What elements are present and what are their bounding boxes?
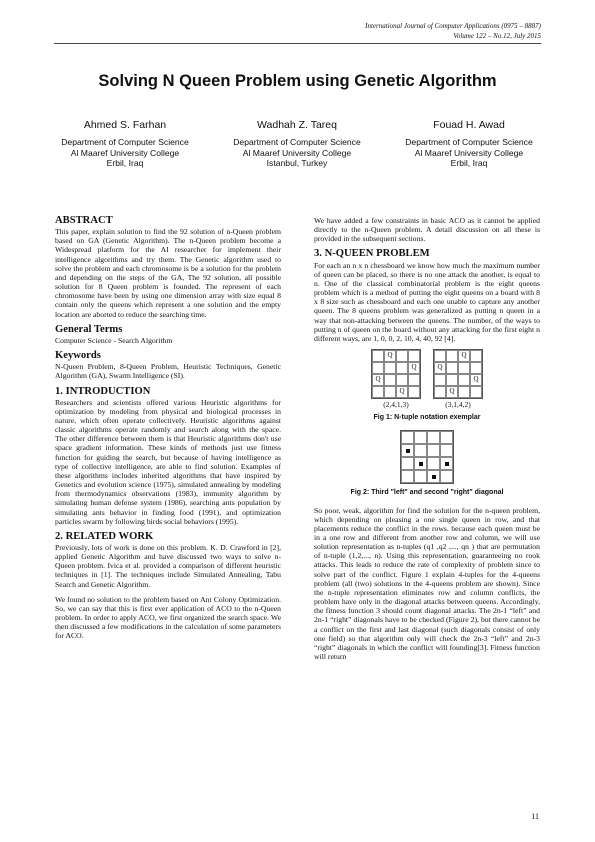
author-dept: Department of Computer Science <box>61 137 189 147</box>
diagonal-dot <box>406 449 410 453</box>
volume-info: Volume 122 – No.12, July 2015 <box>453 31 541 40</box>
nqueen-heading: 3. N-QUEEN PROBLEM <box>314 248 430 260</box>
author-name: Fouad H. Awad <box>433 119 505 131</box>
introduction-text: Researchers and scientists offered various Heuristic algorithms for optimization by modeling from physical and biological processes in nature, which often operate collectively. Heuristic algorithms against classic algorithms operate randomly and search along with the space. The other difference between them is that Heuristic algorithms don't use space gradient information. These kinds of methods just use fitness function for guiding the search, but because of having intelligence as type of collective intelligence, are able to find solution. Examples of these algorithms includes inherited algorithms that have inspired by Genetics and evolution science (1975), simulated annealing by modeling from thermodynamics observations (1983), immunity algorithm by simulating human defense system (1986), searching ants population by simulating ants behavior in finding food (1991), and optimization particles swarm by following birds social behaviors (1995). <box>55 397 281 526</box>
board-cell <box>470 386 482 398</box>
board-b-label: (3,1,4,2) <box>445 400 471 410</box>
board-cell <box>396 350 408 362</box>
left-column <box>55 216 281 647</box>
introduction-heading: 1. INTRODUCTION <box>55 385 151 397</box>
board-cell <box>401 431 414 444</box>
chessboard-b <box>433 349 483 399</box>
header-rule <box>54 43 541 44</box>
author-inst: Al Maaref University College <box>70 147 180 158</box>
board-cell <box>446 350 458 362</box>
board-cell <box>440 470 453 483</box>
author-loc: Erbil, Iraq <box>106 158 144 169</box>
aco-constraints-text: We have added a few constraints in basic ACO as it cannot be applied directly to the n-Queen problem. A detail discussion on all these is provided in the subsequent sections. <box>314 216 540 244</box>
board-cell <box>414 444 427 457</box>
author-inst: Al Maaref University College <box>414 147 524 158</box>
paper-title: Solving N Queen Problem using Genetic Algorithm <box>98 72 497 90</box>
board-b-wrap <box>433 349 483 409</box>
board-cell <box>440 431 453 444</box>
related-work-para-1: Previously, lots of work is done on this problem. K. D. Crawford in [2], applied Genetic Algorithm and have discussed two ways to solve n-Queen problem. Ivica et al. provided a comparison of different heuristic techniques in [1]. The techniques include Simulated Annealing, Tabu Search and Genetic Algorithm. <box>55 543 281 589</box>
journal-name: International Journal of Computer Applications (0975 – 8887) <box>365 22 541 30</box>
board-cell <box>414 457 427 470</box>
board-cell <box>434 386 446 398</box>
board-cell <box>408 374 420 386</box>
board-cell <box>384 362 396 374</box>
figure-2-caption: Fig 2: Third "left" and second "right" diagonal <box>350 489 504 497</box>
queen-mark: Q <box>372 374 384 386</box>
nqueen-text: For each an n x n chessboard we know how much the maximum number of queen can be placed, so there is no one attack the another, is equal to n. One of the classical combinatorial problem is the eight queens problem which is a method of putting the eight queens on a board with 8 x 8 size such as chessboard and each one unable to capture any another queen. The 8 queens problem was generalized as putting n queen in a way that non-attacking between the queens. The number, of the ways to putting n of queen on the board without any attacking for the first eight n different ways, are 1, 0, 0, 2, 10, 4, 40, 92 [4]. <box>314 260 540 343</box>
diagonal-dot <box>419 462 423 466</box>
board-cell <box>458 386 470 398</box>
diagonal-dot <box>445 462 449 466</box>
keywords-text: N-Queen Problem, 8-Queen Problem, Heuristic Techniques, Genetic Algorithm (GA), Swarm Intelligence (SI). <box>55 362 281 381</box>
queen-mark: Q <box>446 386 458 398</box>
board-cell <box>446 362 458 374</box>
related-work-para-2: We found no solution to the problem based on Ant Colony Optimization. So, we can say that this is first ever application of ACO to the n-Queen problem. In order to apply ACO, we first organized the search space. We then discussed a few modifications in the calculation of some parameters for ACO. <box>55 594 281 641</box>
author-dept: Department of Computer Science <box>405 137 533 147</box>
queen-mark: Q <box>384 350 396 362</box>
page-number: 11 <box>531 812 539 821</box>
author-name: Wadhah Z. Tareq <box>257 119 337 131</box>
author-loc: Istanbul, Turkey <box>266 158 328 169</box>
board-cell <box>440 457 453 470</box>
board-cell <box>401 470 414 483</box>
related-work-heading: 2. RELATED WORK <box>55 530 154 542</box>
board-cell <box>408 350 420 362</box>
diagonal-board <box>400 430 454 484</box>
general-terms-text: Computer Science - Search Algorithm <box>55 335 173 345</box>
queen-mark: Q <box>470 374 482 386</box>
board-cell <box>372 350 384 362</box>
board-cell <box>372 386 384 398</box>
abstract-text: This paper, explain solution to find the 92 solution of n-Queen problem based on GA (Genetic Algorithm). The n-Queen problem become a Widespread platform for the AI researcher for implement their intelligence algorithms and try them. The Genetic algorithm used to solve the problem and each chromosome is be a solution for the problem and depending on the steps of the GA, The 92 solution, all possible solution for 8 Queen problem is founded. The represent of each chromosome have been by using one dimension array with size equal 8 contain only the queens which represent a one solution and the empty location are aborted to reduce the searching time. <box>55 227 281 319</box>
board-cell <box>434 374 446 386</box>
abstract-heading: ABSTRACT <box>55 215 113 226</box>
board-cell <box>427 444 440 457</box>
board-cell <box>408 386 420 398</box>
figure-1 <box>314 349 540 409</box>
queen-mark: Q <box>396 386 408 398</box>
board-cell <box>384 386 396 398</box>
board-cell <box>434 350 446 362</box>
author-loc: Erbil, Iraq <box>450 158 488 169</box>
figure-1-caption: Fig 1: N-tuple notation exemplar <box>373 414 481 422</box>
board-cell <box>414 431 427 444</box>
author-3 <box>384 119 554 169</box>
general-terms-heading: General Terms <box>55 323 123 335</box>
queen-mark: Q <box>434 362 446 374</box>
author-inst: Al Maaref University College <box>242 147 352 158</box>
board-cell <box>470 362 482 374</box>
author-2 <box>212 119 382 169</box>
board-a-wrap <box>371 349 421 409</box>
author-name: Ahmed S. Farhan <box>83 119 167 131</box>
right-column <box>314 216 540 667</box>
board-cell <box>458 374 470 386</box>
board-cell <box>401 444 414 457</box>
board-cell <box>427 431 440 444</box>
board-cell <box>372 362 384 374</box>
board-a-label: (2,4,1,3) <box>383 400 409 410</box>
keywords-heading: Keywords <box>55 350 101 362</box>
queen-mark: Q <box>458 350 470 362</box>
author-1 <box>40 119 210 169</box>
running-header <box>365 22 541 41</box>
diagonal-dot <box>432 475 436 479</box>
board-cell <box>427 457 440 470</box>
board-cell <box>440 444 453 457</box>
representation-text: So poor, weak, algorithm for find the solution for the n-queen problem, which depending on pleasing a one single queen in row, and that placements reduce the conflict in the rows. because each queen must be in a one row and different from another row and column, we will use solution representation as n-tuples (q1 ,q2 ,..., qn ) that are permutation of n-tuple (1,2,..., n). Using this representation, guaranteeing no rook attacks. This leads to reduce the rate of complexity of problem since to solve part of the conflict. Figure 1 explain 4-tuples for the 4-queens problem (all (two) solutions in the 4-queens problem are shown). Since the n-tuple representation eliminates row and column conflicts, the problem have only in the diagonal attacks between queens. Accordingly, the fitness function 3 should count diagonal attacks. The 2n-1 “left” and 2n-1 “right” diagonals have to be checked (Figure 2), but there cannot be a conflict on the first and last diagonal (such diagonals consist of only one field) so that algorithm only will check the 2n-3 “left” and 2n-3 “right” diagonals in which the conflict will founding[3]. Fitness function will return <box>314 505 540 661</box>
board-cell <box>401 457 414 470</box>
board-cell <box>396 374 408 386</box>
board-cell <box>458 362 470 374</box>
board-cell <box>427 470 440 483</box>
author-dept: Department of Computer Science <box>233 137 361 147</box>
board-cell <box>470 350 482 362</box>
queen-mark: Q <box>408 362 420 374</box>
board-cell <box>384 374 396 386</box>
board-cell <box>396 362 408 374</box>
board-cell <box>446 374 458 386</box>
board-cell <box>414 470 427 483</box>
chessboard-a <box>371 349 421 399</box>
